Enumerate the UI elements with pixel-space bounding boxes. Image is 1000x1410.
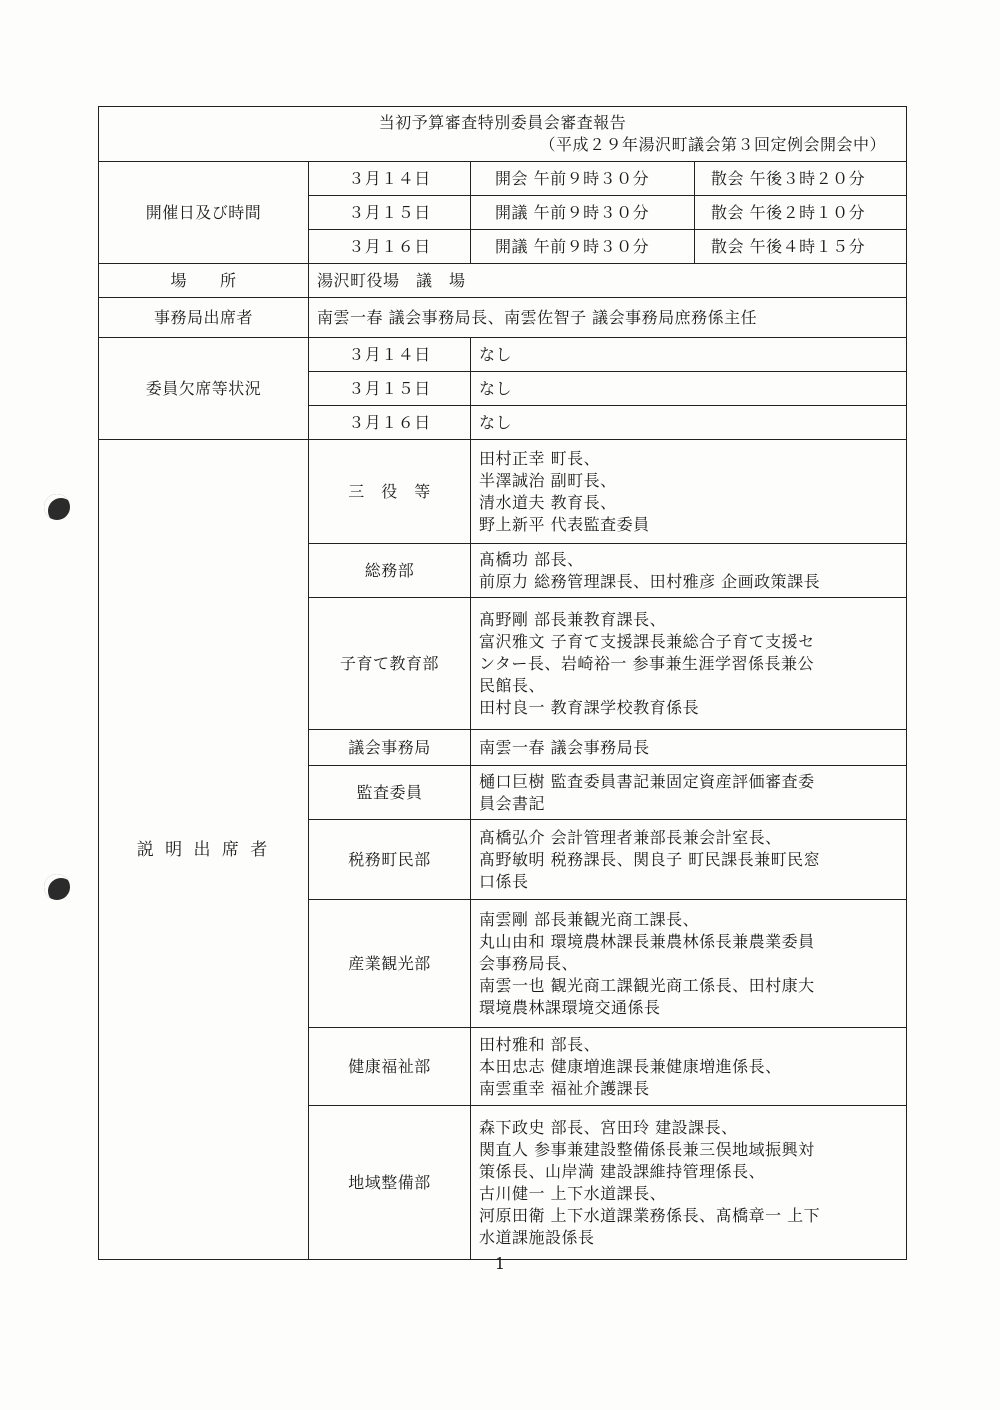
- meeting-label: 開催日及び時間: [99, 162, 309, 264]
- meeting-date: ３月１４日: [309, 162, 471, 196]
- member-line: 会事務局長、: [479, 953, 579, 973]
- report-table: [98, 106, 907, 1260]
- dept-name: 議会事務局: [309, 730, 471, 766]
- member-line: 髙野敏明 税務課長、関良子 町民課長兼町民窓: [479, 849, 821, 869]
- member-line: 髙橋功 部長、: [479, 549, 584, 569]
- dept-members: [471, 820, 907, 900]
- member-line: 民館長、: [479, 675, 546, 695]
- member-line: 南雲重幸 福祉介護課長: [479, 1078, 650, 1098]
- punch-hole-top: [44, 494, 70, 520]
- member-line: 田村雅和 部長、: [479, 1034, 601, 1054]
- absence-label: 委員欠席等状況: [99, 338, 309, 440]
- dept-members: [471, 440, 907, 544]
- member-line: 口係長: [479, 871, 529, 891]
- member-line: 策係長、山岸満 建設課維持管理係長、: [479, 1161, 766, 1181]
- dept-members: [471, 766, 907, 820]
- dept-name: 産業観光部: [309, 900, 471, 1028]
- dept-name: 税務町民部: [309, 820, 471, 900]
- meeting-end: 散会 午後４時１５分: [695, 230, 907, 264]
- meeting-end: 散会 午後３時２０分: [695, 162, 907, 196]
- meeting-row: [99, 162, 907, 196]
- meeting-end: 散会 午後２時１０分: [695, 196, 907, 230]
- member-line: ンター長、岩崎裕一 参事兼生涯学習係長兼公: [479, 653, 814, 673]
- punch-hole-bottom: [44, 874, 70, 900]
- member-line: 南雲一也 観光商工課観光商工係長、田村康大: [479, 975, 815, 995]
- member-line: 富沢雅文 子育て支援課長兼総合子育て支援セ: [479, 631, 815, 651]
- dept-members: [471, 598, 907, 730]
- member-line: 髙橋弘介 会計管理者兼部長兼会計室長、: [479, 827, 782, 847]
- dept-name: 監査委員: [309, 766, 471, 820]
- member-line: 田村正幸 町長、: [479, 448, 601, 468]
- member-line: 関直人 参事兼建設整備係長兼三俣地域振興対: [479, 1139, 815, 1159]
- absence-date: ３月１６日: [309, 406, 471, 440]
- member-line: 丸山由和 環境農林課長兼農林係長兼農業委員: [479, 931, 815, 951]
- dept-name: 三 役 等: [309, 440, 471, 544]
- dept-name: 地域整備部: [309, 1106, 471, 1260]
- meeting-start: 開議 午前９時３０分: [471, 196, 695, 230]
- meeting-start: 開議 午前９時３０分: [471, 230, 695, 264]
- member-line: 古川健一 上下水道課長、: [479, 1183, 667, 1203]
- member-line: 半澤誠治 副町長、: [479, 470, 617, 490]
- member-line: 田村良一 教育課学校教育係長: [479, 697, 700, 717]
- absence-status: なし: [471, 338, 907, 372]
- member-line: 河原田衛 上下水道課業務係長、髙橋章一 上下: [479, 1205, 821, 1225]
- member-line: 森下政史 部長、宮田玲 建設課長、: [479, 1117, 738, 1137]
- meeting-date: ３月１６日: [309, 230, 471, 264]
- dept-members: [471, 544, 907, 598]
- absence-status: なし: [471, 406, 907, 440]
- meeting-date: ３月１５日: [309, 196, 471, 230]
- place-row: [99, 264, 907, 298]
- member-line: 野上新平 代表監査委員: [479, 514, 650, 534]
- member-line: 樋口巨樹 監査委員書記兼固定資産評価審査委: [479, 771, 815, 791]
- report-subtitle: （平成２９年湯沢町議会第３回定例会開会中）: [539, 135, 887, 154]
- report-title: 当初予算審査特別委員会審査報告: [378, 113, 627, 132]
- absence-date: ３月１４日: [309, 338, 471, 372]
- dept-name: 総務部: [309, 544, 471, 598]
- title-cell: [99, 107, 907, 162]
- dept-members: [471, 1028, 907, 1106]
- page-number: 1: [494, 1254, 506, 1273]
- explainers-label: 説 明 出 席 者: [99, 440, 309, 1260]
- member-line: 南雲一春 議会事務局長: [479, 737, 650, 757]
- member-line: 員会書記: [479, 793, 546, 813]
- member-line: 本田忠志 健康増進課長兼健康増進係長、: [479, 1056, 782, 1076]
- dept-name: 子育て教育部: [309, 598, 471, 730]
- absence-status: なし: [471, 372, 907, 406]
- title-row: [99, 107, 907, 162]
- member-line: 南雲剛 部長兼観光商工課長、: [479, 909, 700, 929]
- member-line: 環境農林課環境交通係長: [479, 997, 661, 1017]
- explainer-row: [99, 440, 907, 544]
- secretariat-label: 事務局出席者: [99, 298, 309, 338]
- place-label: 場 所: [99, 264, 309, 298]
- dept-members: [471, 1106, 907, 1260]
- dept-members: [471, 730, 907, 766]
- member-line: 水道課施設係長: [479, 1227, 595, 1247]
- absence-date: ３月１５日: [309, 372, 471, 406]
- member-line: 前原力 総務管理課長、田村雅彦 企画政策課長: [479, 571, 821, 591]
- absence-row: [99, 338, 907, 372]
- member-line: 清水道夫 教育長、: [479, 492, 617, 512]
- member-line: 髙野剛 部長兼教育課長、: [479, 609, 667, 629]
- secretariat-value: 南雲一春 議会事務局長、南雲佐智子 議会事務局庶務係主任: [309, 298, 907, 338]
- place-value: 湯沢町役場 議 場: [309, 264, 907, 298]
- meeting-start: 開会 午前９時３０分: [471, 162, 695, 196]
- dept-members: [471, 900, 907, 1028]
- secretariat-row: [99, 298, 907, 338]
- dept-name: 健康福祉部: [309, 1028, 471, 1106]
